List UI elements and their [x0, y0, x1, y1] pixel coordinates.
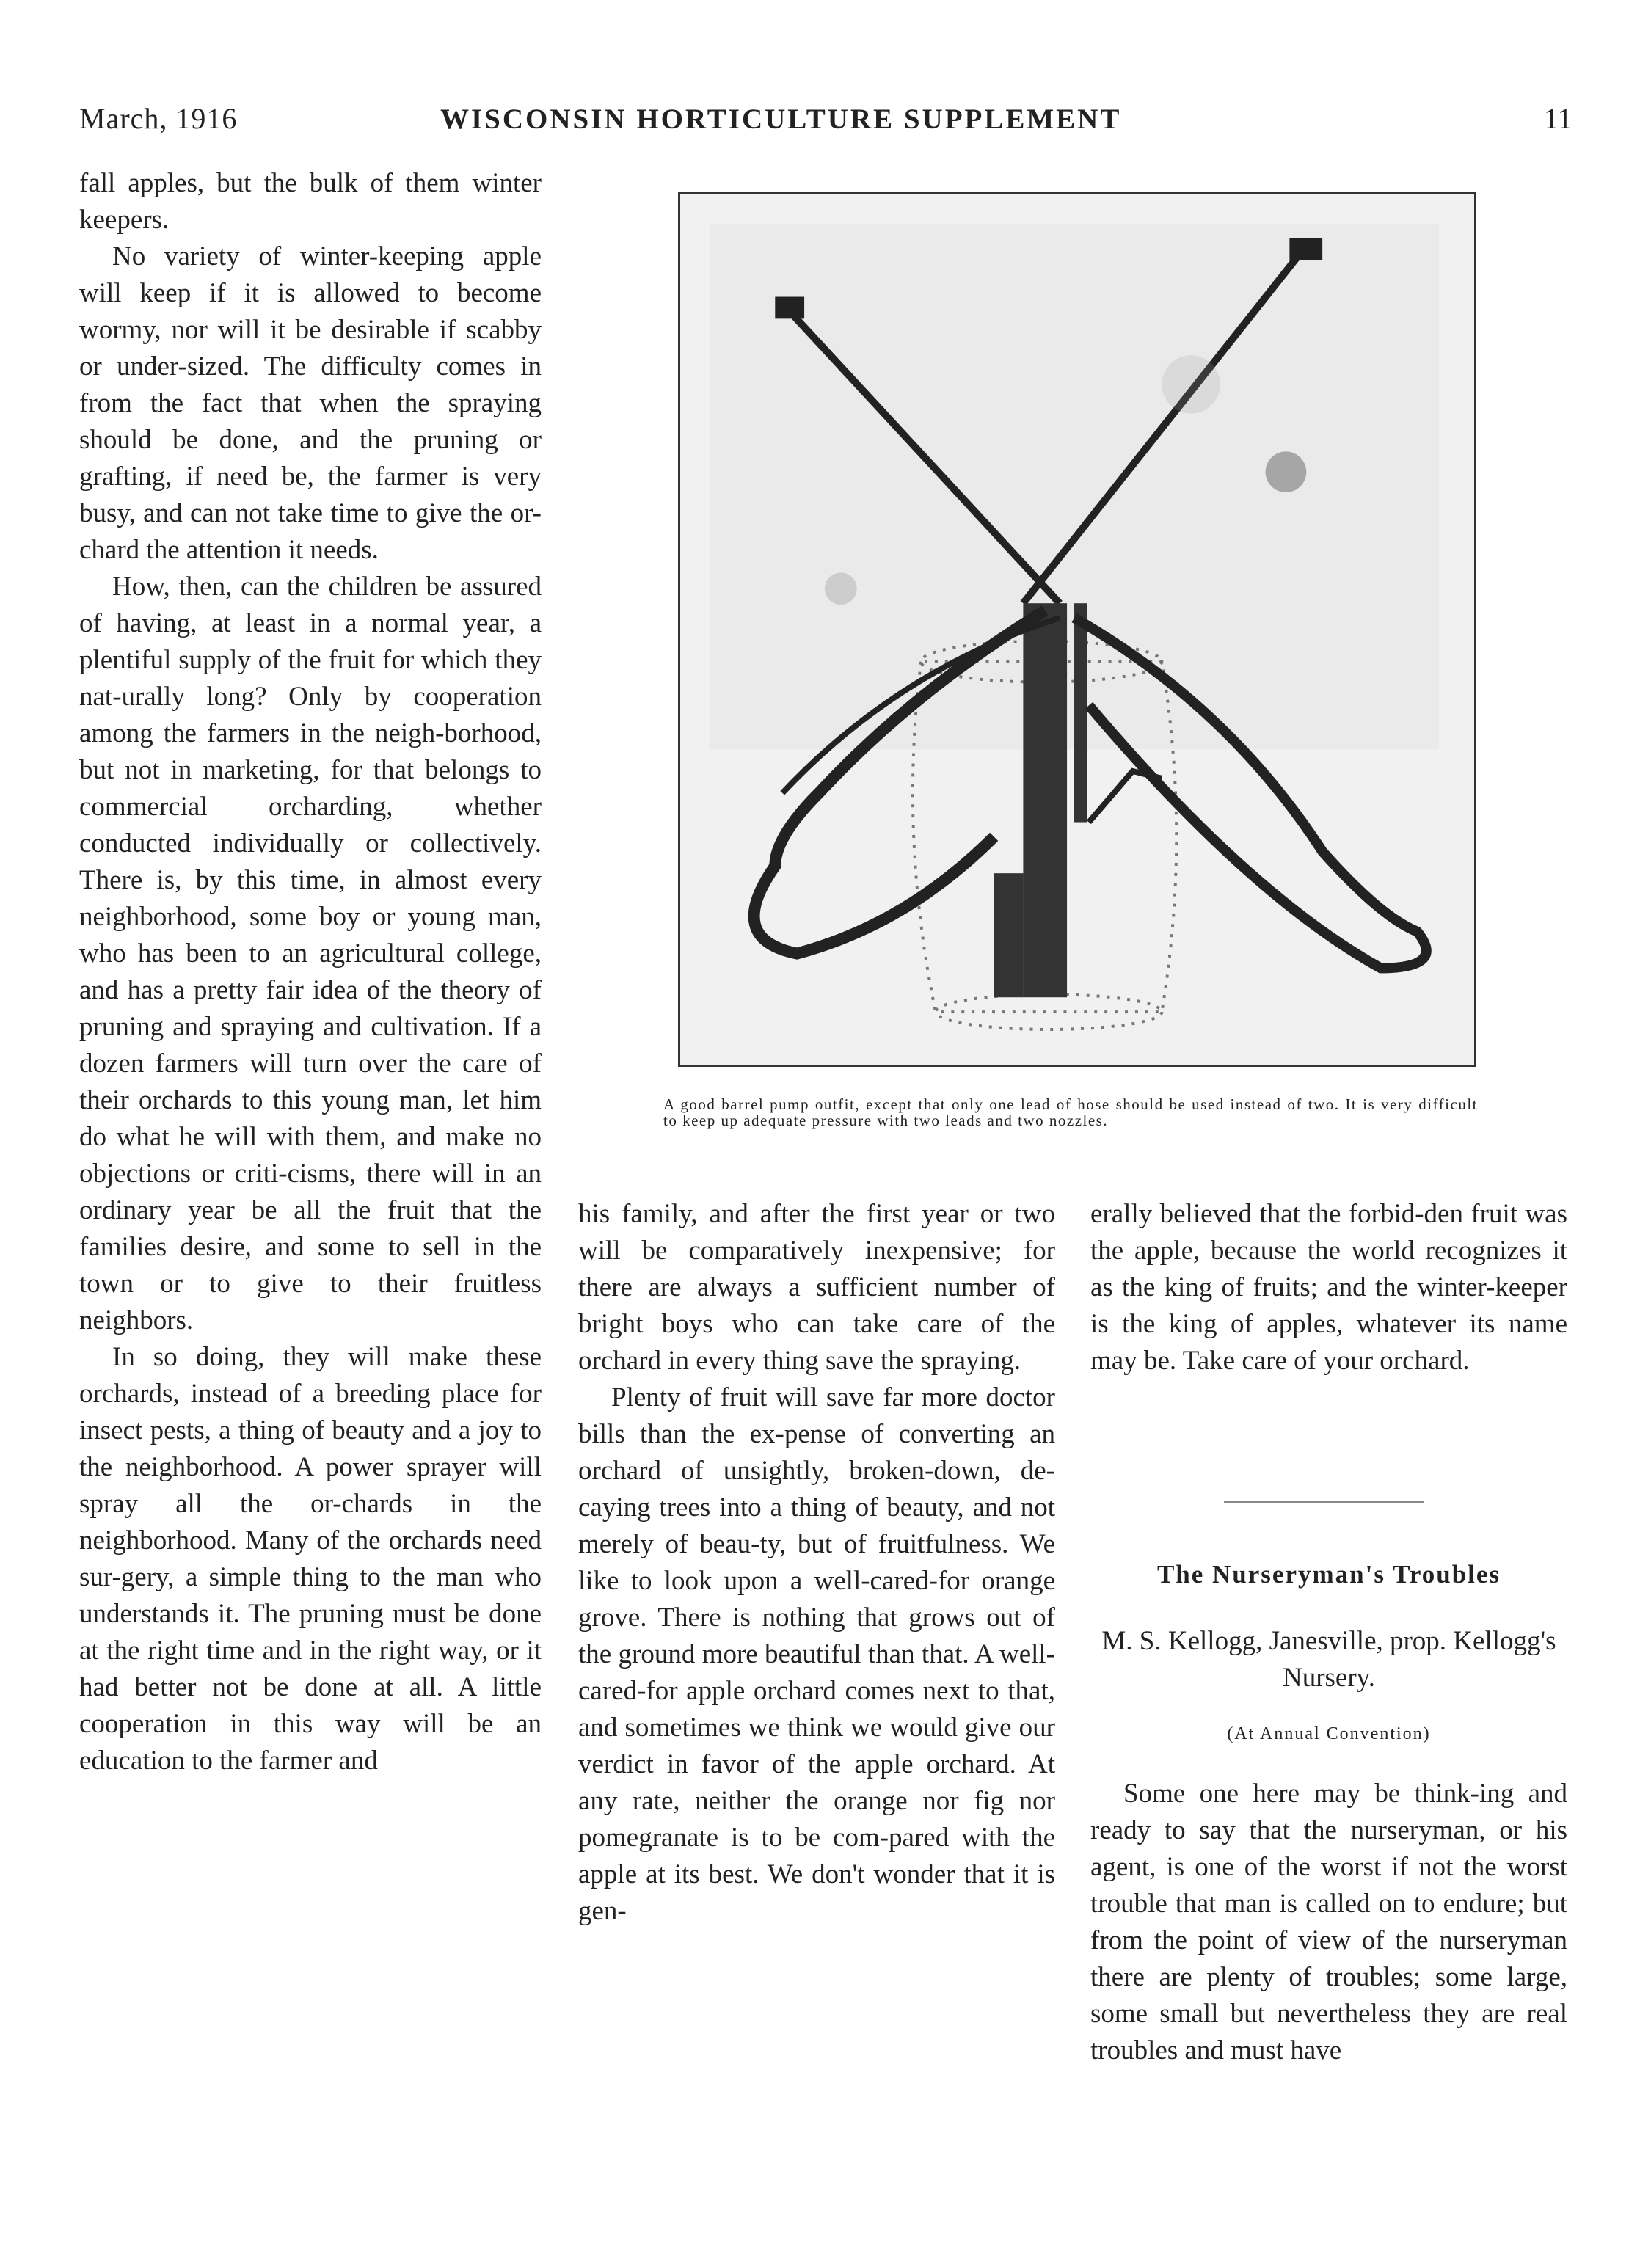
paragraph: In so doing, they will make these orchards, instead of a breeding place for insect pests, a thing of beauty and a joy to the neighborhood. A power sprayer will spray all the or-chards in the neighborhood. Many of the orchards need sur-gery, a simple thing to the man who understands it. The pruning must be done at the right time and in the right way, or it had better not be done at all. A little cooperation in this way will be an education to the farmer and	[79, 1342, 542, 1776]
article-title: The Nurseryman's Troubles	[1156, 1560, 1501, 1589]
barrel-pump-illustration	[678, 192, 1476, 1067]
paragraph: No variety of winter-keeping apple will keep if it is allowed to become wormy, nor will it be desirable if scabby or under-sized. The difficulty comes in from the fact that when the spraying should be done, and the pruning or grafting, if need be, the farmer is very busy, and can not take time to give the or-chard the attention it needs.	[79, 241, 542, 565]
figure-caption: A good barrel pump outfit, except that only one lead of hose should be used instead of two. It is very difficult to keep up adequate pressure with two leads and two nozzles.	[663, 1095, 1478, 1129]
paragraph: fall apples, but the bulk of them winter keepers.	[79, 168, 542, 235]
paragraph: How, then, can the children be assured of having, at least in a normal year, a plentiful supply of the fruit for which they nat-urally long? Only by cooperation among the farmers in the neigh-borhood, but not in marketing, for that belongs to commercial orcharding, whether conducted individually or collectively. There is, by this time, in almost every neighborhood, some boy or young man, who has been to an agricultural college, and has a pretty fair idea of the theory of pruning and spraying and cultivation. If a dozen farmers will turn over the care of their orchards to this young man, let him do what he will with them, and make no objections or criti-cisms, there will in an ordinary year be all the fruit that the families desire, and some to sell in the town or to give to their fruitless neighbors.	[79, 572, 542, 1335]
paragraph: Plenty of fruit will save far more doctor bills than the ex-pense of converting an orchard of unsightly, broken-down, de-caying trees into a thing of beauty, and not merely of beau-ty, but of fruitfulness. We like to look upon a well-cared-for orange grove. There is nothing that grows out of the ground more beautiful than that. A well-cared-for apple orchard comes next to that, and sometimes we think we would give our verdict in favor of the apple orchard. At any rate, neither the orange nor fig nor pomegranate is to be com-pared with the apple at its best. We don't wonder that it is gen-	[578, 1382, 1055, 1926]
issue-date: March, 1916	[79, 102, 238, 135]
column-2	[578, 1196, 1055, 1930]
section-divider	[1224, 1501, 1424, 1503]
article-note: (At Annual Convention)	[1227, 1724, 1431, 1743]
column-1	[79, 165, 542, 1779]
running-head	[0, 101, 1651, 145]
column-3	[1090, 1196, 1567, 1379]
publication-title: WISCONSIN HORTICULTURE SUPPLEMENT	[440, 103, 1122, 135]
paragraph: Some one here may be think-ing and ready to say that the nurseryman, or his agent, is one of the worst if not the worst trouble that man is called on to endure; but from the point of view of the nurseryman there are plenty of troubles; some large, some small but nevertheless they are real troubles and must have	[1090, 1779, 1567, 2065]
paragraph: erally believed that the forbid-den fruit was the apple, because the world recognizes it as the king of fruits; and the winter-keeper is the king of apples, whatever its name may be. Take care of your orchard.	[1090, 1199, 1567, 1376]
paragraph: his family, and after the first year or two will be comparatively inexpensive; for there are always a sufficient number of bright boys who can take care of the orchard in every thing save the spraying.	[578, 1199, 1055, 1376]
page-number: 11	[1544, 102, 1572, 135]
article-byline: M. S. Kellogg, Janesville, prop. Kellogg's Nursery.	[1101, 1626, 1556, 1693]
article-body	[1090, 1776, 1567, 2069]
